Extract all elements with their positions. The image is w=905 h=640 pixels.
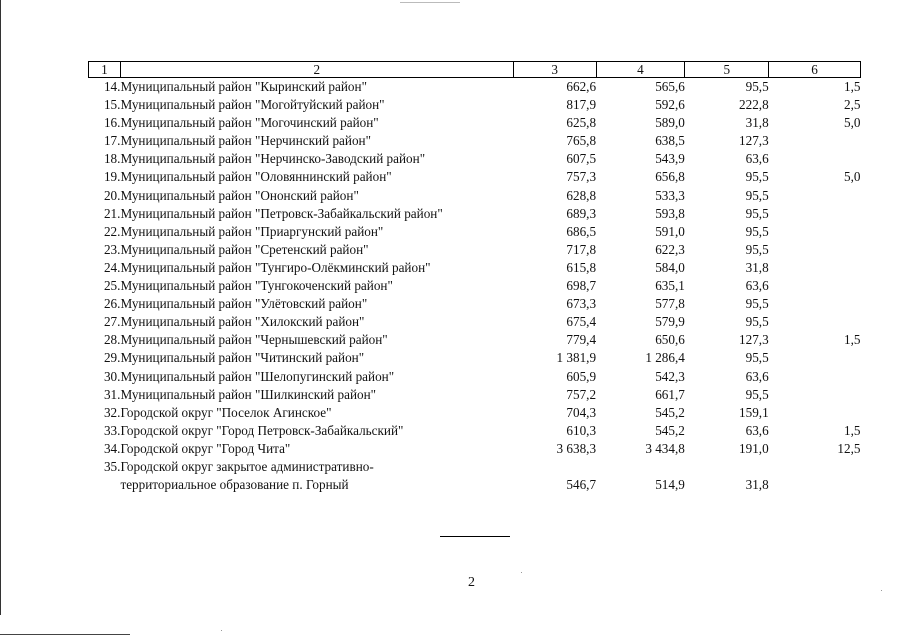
value-col4: 593,8 (655, 205, 685, 221)
scan-speck (221, 630, 222, 631)
row-number: 29. (103, 350, 121, 366)
value-col6 (769, 241, 861, 259)
row-name: Муниципальный район "Кыринский район" (120, 79, 367, 94)
row-name: Муниципальный район "Читинский район" (120, 350, 365, 366)
value-col3: 3 638,3 (556, 440, 597, 456)
value-col5: 63,6 (745, 368, 769, 384)
value-col6 (769, 458, 861, 494)
scan-speck (521, 572, 522, 573)
row-number: 21. (103, 205, 121, 221)
row-name: Муниципальный район "Шелопугинский район" (120, 368, 395, 384)
row-number: 32. (103, 404, 121, 420)
value-col4: 579,9 (655, 314, 685, 330)
table-row (89, 241, 861, 259)
value-col5: 31,8 (745, 115, 769, 131)
value-col5: 95,5 (745, 223, 769, 239)
value-col3: 605,9 (566, 368, 597, 384)
value-col4: 635,1 (655, 278, 685, 294)
column-header: 3 (513, 62, 596, 78)
row-name-line: территориальное образование п. Горный (120, 477, 349, 493)
value-col3: 698,7 (566, 278, 597, 294)
value-col3: 607,5 (566, 151, 597, 167)
value-col3: 610,3 (566, 422, 597, 438)
value-col4: 545,2 (655, 422, 685, 438)
value-col3: 615,8 (566, 259, 597, 275)
value-col5: 63,6 (745, 151, 769, 167)
row-name: Муниципальный район "Нерчинско-Заводский район" (120, 151, 426, 167)
table-row (89, 132, 861, 150)
value-col3: 625,8 (566, 115, 597, 131)
value-col3: 1 381,9 (556, 350, 597, 366)
row-number: 22. (103, 223, 121, 239)
row-name: Муниципальный район "Тунгиро-Олёкминский район" (120, 259, 431, 275)
scan-border-top (400, 2, 460, 3)
row-number: 25. (103, 278, 121, 294)
value-col6 (769, 368, 861, 386)
table-header-row (89, 62, 861, 78)
table-row (89, 349, 861, 367)
row-name: Муниципальный район "Хилокский район" (120, 314, 365, 330)
value-col3: 689,3 (566, 205, 597, 221)
row-number: 33. (103, 422, 121, 438)
value-col6 (769, 404, 861, 422)
row-number: 18. (103, 151, 121, 167)
value-col4: 542,3 (655, 368, 685, 384)
value-col6 (769, 313, 861, 331)
table-row (89, 404, 861, 422)
row-name: Муниципальный район "Нерчинский район" (120, 133, 371, 149)
row-name: Муниципальный район "Тунгокоченский район" (120, 278, 393, 294)
value-col3: 765,8 (566, 133, 597, 149)
value-col6 (769, 295, 861, 313)
value-col4: 577,8 (655, 296, 685, 312)
scan-speck (881, 590, 882, 591)
value-col4: 661,7 (655, 386, 685, 402)
value-col5: 95,5 (745, 169, 769, 185)
value-col3: 779,4 (566, 332, 597, 348)
value-col4: 1 286,4 (645, 350, 685, 366)
row-number: 30. (103, 368, 121, 384)
column-header: 1 (89, 62, 121, 78)
row-number: 35. (103, 458, 121, 474)
column-header: 5 (685, 62, 769, 78)
value-col6 (769, 277, 861, 295)
value-col4: 545,2 (655, 404, 685, 420)
value-col4: 514,9 (655, 477, 685, 493)
value-col5: 95,5 (745, 350, 769, 366)
table-row (89, 168, 861, 186)
table-row (89, 205, 861, 223)
row-number: 19. (103, 169, 121, 185)
table-body (89, 78, 861, 495)
row-number: 23. (103, 241, 121, 257)
row-number: 27. (103, 314, 121, 330)
value-col3: 673,3 (566, 296, 597, 312)
table-row (89, 458, 861, 494)
value-col4: 592,6 (655, 97, 685, 113)
value-col6: 12,5 (837, 440, 861, 456)
value-col5: 95,5 (745, 187, 769, 203)
value-col4: 656,8 (655, 169, 685, 185)
row-name: Муниципальный район "Петровск-Забайкальский район" (120, 205, 443, 221)
value-col3: 628,8 (566, 187, 597, 203)
table-row (89, 277, 861, 295)
value-col4: 638,5 (655, 133, 685, 149)
value-col5: 95,5 (745, 79, 769, 94)
value-col3: 546,7 (566, 477, 597, 493)
value-col6: 5,0 (844, 115, 861, 131)
row-number: 34. (103, 440, 121, 456)
value-col5: 95,5 (745, 205, 769, 221)
value-col5: 95,5 (745, 314, 769, 330)
data-table (88, 61, 861, 494)
row-name: Городской округ "Город Петровск-Забайкальский" (120, 422, 404, 438)
value-col4: 543,9 (655, 151, 685, 167)
table-row (89, 368, 861, 386)
row-number: 14. (103, 79, 121, 94)
value-col6: 2,5 (844, 97, 861, 113)
value-col4: 589,0 (655, 115, 685, 131)
row-number: 15. (103, 97, 121, 113)
table-row (89, 386, 861, 404)
table-row (89, 440, 861, 458)
row-name: Муниципальный район "Улётовский район" (120, 296, 368, 312)
column-header: 6 (769, 62, 861, 78)
value-col3: 717,8 (566, 241, 597, 257)
scan-border-left (0, 0, 1, 615)
value-col6: 1,5 (844, 422, 861, 438)
value-col5: 95,5 (745, 386, 769, 402)
value-col6 (769, 150, 861, 168)
separator-line (440, 536, 510, 537)
value-col5: 63,6 (745, 422, 769, 438)
value-col3: 662,6 (566, 79, 597, 94)
value-col6 (769, 187, 861, 205)
value-col3: 686,5 (566, 223, 597, 239)
value-col5: 63,6 (745, 278, 769, 294)
table-row (89, 331, 861, 349)
row-number: 26. (103, 296, 121, 312)
value-col3: 817,9 (566, 97, 597, 113)
row-name: Муниципальный район "Ононский район" (120, 187, 359, 203)
column-header: 4 (596, 62, 685, 78)
column-header: 2 (120, 62, 513, 78)
value-col6 (769, 205, 861, 223)
value-col5: 222,8 (739, 97, 769, 113)
value-col4: 3 434,8 (645, 440, 685, 456)
row-name: Муниципальный район "Шилкинский район" (120, 386, 377, 402)
value-col4: 584,0 (655, 259, 685, 275)
table-row (89, 78, 861, 97)
row-name: Муниципальный район "Могойтуйский район" (120, 97, 385, 113)
value-col6: 1,5 (844, 332, 861, 348)
value-col4: 650,6 (655, 332, 685, 348)
table-row (89, 96, 861, 114)
row-name: Муниципальный район "Оловяннинский район" (120, 169, 392, 185)
page-number: 2 (468, 575, 475, 590)
row-name: Муниципальный район "Чернышевский район" (120, 332, 388, 348)
value-col6 (769, 349, 861, 367)
value-col6: 1,5 (844, 79, 861, 94)
table-row (89, 313, 861, 331)
scan-border-bottom (0, 634, 130, 635)
value-col4: 591,0 (655, 223, 685, 239)
value-col6 (769, 132, 861, 150)
value-col3: 757,2 (566, 386, 597, 402)
value-col3: 757,3 (566, 169, 597, 185)
table-row (89, 259, 861, 277)
table-row (89, 422, 861, 440)
value-col4: 622,3 (655, 241, 685, 257)
row-number: 31. (103, 386, 121, 402)
value-col5: 127,3 (739, 332, 769, 348)
row-name: Муниципальный район "Приаргунский район" (120, 223, 384, 239)
value-col4: 533,3 (655, 187, 685, 203)
row-number: 16. (103, 115, 121, 131)
row-name: Городской округ "Город Чита" (120, 440, 291, 456)
value-col6 (769, 223, 861, 241)
row-name (120, 458, 513, 494)
value-col6 (769, 259, 861, 277)
row-name: Городской округ "Поселок Агинское" (120, 404, 332, 420)
value-col5: 95,5 (745, 296, 769, 312)
value-col6 (769, 386, 861, 404)
value-col3: 675,4 (566, 314, 597, 330)
value-col5: 127,3 (739, 133, 769, 149)
value-col5: 31,8 (745, 477, 769, 493)
row-name: Муниципальный район "Сретенский район" (120, 241, 369, 257)
value-col5: 95,5 (745, 241, 769, 257)
table-row (89, 223, 861, 241)
value-col5: 159,1 (739, 404, 769, 420)
row-number: 17. (103, 133, 121, 149)
row-number: 24. (103, 259, 121, 275)
table-row (89, 295, 861, 313)
table-row (89, 187, 861, 205)
value-col5: 31,8 (745, 259, 769, 275)
row-number: 20. (103, 187, 121, 203)
row-number: 28. (103, 332, 121, 348)
row-name: Муниципальный район "Могочинский район" (120, 115, 379, 131)
value-col4: 565,6 (655, 79, 685, 94)
value-col5: 191,0 (739, 440, 769, 456)
table-row (89, 114, 861, 132)
value-col3: 704,3 (566, 404, 597, 420)
value-col6: 5,0 (844, 169, 861, 185)
table-row (89, 150, 861, 168)
row-name-line: Городской округ закрытое административно- (120, 458, 374, 474)
